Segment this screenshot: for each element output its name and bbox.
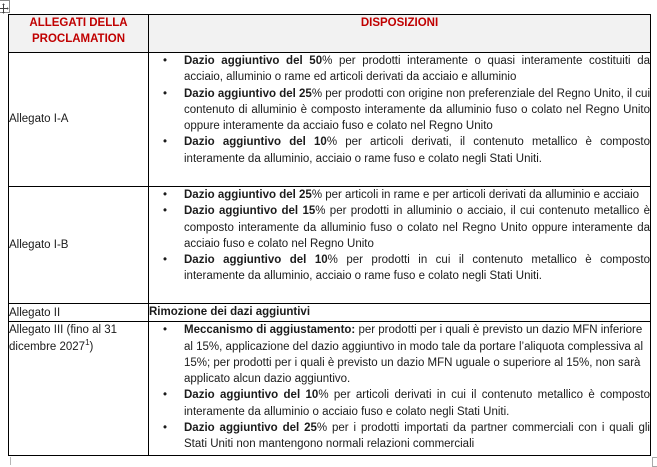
footnote-marker: 1 bbox=[85, 337, 90, 347]
move-cross-icon bbox=[0, 1, 9, 18]
bullet-lead: Dazio aggiuntivo del 25 bbox=[184, 189, 312, 201]
bullet-lead: Dazio aggiuntivo del 10 bbox=[184, 389, 319, 402]
bullet-lead: Meccanismo di aggiustamento: bbox=[184, 324, 356, 337]
bullet-item bbox=[184, 134, 650, 167]
cell-disposizioni-allegato-ia[interactable] bbox=[149, 53, 651, 187]
statement-text: Rimozione dei dazi aggiuntivi bbox=[149, 306, 311, 318]
bullet-list bbox=[149, 53, 650, 167]
cell-label-allegato-ia[interactable] bbox=[9, 53, 149, 187]
table-move-handle[interactable] bbox=[0, 0, 10, 13]
bullet-item bbox=[184, 420, 650, 453]
header-allegati-label: ALLEGATI DELLA PROCLAMATION bbox=[29, 17, 128, 46]
bullet-item bbox=[184, 53, 650, 86]
header-cell-disposizioni[interactable] bbox=[149, 15, 651, 53]
row-label: Allegato II bbox=[9, 307, 61, 319]
row-label: Allegato III (fino al 31 dicembre 2027 bbox=[9, 324, 118, 353]
header-cell-allegati[interactable] bbox=[9, 15, 149, 53]
cell-disposizioni-allegato-ii[interactable] bbox=[149, 304, 651, 322]
bullet-list bbox=[149, 322, 650, 452]
bullet-item bbox=[184, 86, 650, 135]
table-header-row bbox=[9, 15, 651, 53]
table-row-allegato-iii bbox=[9, 322, 651, 456]
bullet-text: % per articoli in rame e per articoli derivati da alluminio e acciaio bbox=[311, 189, 640, 201]
bullet-list bbox=[149, 187, 650, 285]
bullet-lead: Dazio aggiuntivo del 25 bbox=[184, 422, 317, 435]
cell-label-allegato-iii[interactable] bbox=[9, 322, 149, 456]
header-disposizioni-label: DISPOSIZIONI bbox=[360, 17, 439, 29]
bullet-item bbox=[184, 203, 650, 252]
bullet-text: per prodotti per i quali è previsto un dazio MFN inferiore al 15%, applicazione del dazio aggiuntivo in modo tale da portare l’aliquota complessiva al 15%; per prodotti per i quali è previsto un dazio MFN uguale o superiore al 15%, non sarà applicato alcun dazio aggiuntivo. bbox=[184, 324, 644, 386]
bullet-lead: Dazio aggiuntivo del 50 bbox=[184, 55, 323, 67]
bullet-text: % per i prodotti importati da partner commerciali con i quali gli Stati Uniti non mantengono normali relazioni commerciali bbox=[184, 422, 650, 451]
bullet-lead: Dazio aggiuntivo del 10 bbox=[184, 254, 328, 267]
bullet-lead: Dazio aggiuntivo del 25 bbox=[184, 87, 312, 100]
table-row-allegato-ib bbox=[9, 187, 651, 304]
bullet-text: % per prodotti in cui il contenuto metallico è composto interamente da alluminio, acciaio o rame fuso e colato negli Stati Uniti. bbox=[184, 254, 650, 283]
bullet-text: % per prodotti in alluminio o acciaio, il cui contenuto metallico è composto interamente da alluminio fuso o colato nel Regno Unito oppure interamente da acciaio fuso e colato nel Regno Unito bbox=[184, 205, 650, 250]
bullet-text: % per articoli derivati, il contenuto metallico è composto interamente da alluminio, acciaio o rame fuso e colato negli Stati Uniti. bbox=[184, 136, 650, 165]
table-row-allegato-ii bbox=[9, 304, 651, 322]
cell-label-allegato-ib[interactable] bbox=[9, 187, 149, 304]
table-row-allegato-ia bbox=[9, 53, 651, 187]
row-label: Allegato I-B bbox=[9, 238, 69, 251]
bullet-item bbox=[184, 322, 650, 387]
bullet-text: % per prodotti interamente o quasi interamente costituiti da acciaio, alluminio o rame ed articoli derivati da acciaio e alluminio bbox=[184, 55, 650, 84]
row-label-suffix: ) bbox=[89, 340, 94, 353]
table-resize-handle[interactable] bbox=[652, 457, 657, 467]
bullet-item bbox=[184, 187, 650, 203]
row-label: Allegato I-A bbox=[9, 113, 69, 126]
bullet-item bbox=[184, 252, 650, 285]
cell-label-allegato-ii[interactable] bbox=[9, 304, 149, 322]
bullet-lead: Dazio aggiuntivo del 10 bbox=[184, 136, 327, 149]
text-caret-line bbox=[10, 457, 11, 465]
cell-disposizioni-allegato-ib[interactable] bbox=[149, 187, 651, 304]
bullet-text: % per prodotti con origine non preferenziale del Regno Unito, il cui contenuto di alluminio è composto interamente da alluminio fuso o colato nel Regno Unito oppure interamente da acciaio fuso e colato nel Regno Unito bbox=[184, 87, 650, 133]
cell-disposizioni-allegato-iii[interactable] bbox=[149, 322, 651, 456]
bullet-lead: Dazio aggiuntivo del 15 bbox=[184, 205, 316, 218]
bullet-item bbox=[184, 387, 650, 420]
bullet-text: % per articoli derivati in cui il contenuto metallico è composto interamente da alluminio o acciaio fuso e colato negli Stati Uniti. bbox=[184, 389, 650, 418]
tariff-table bbox=[8, 14, 651, 456]
